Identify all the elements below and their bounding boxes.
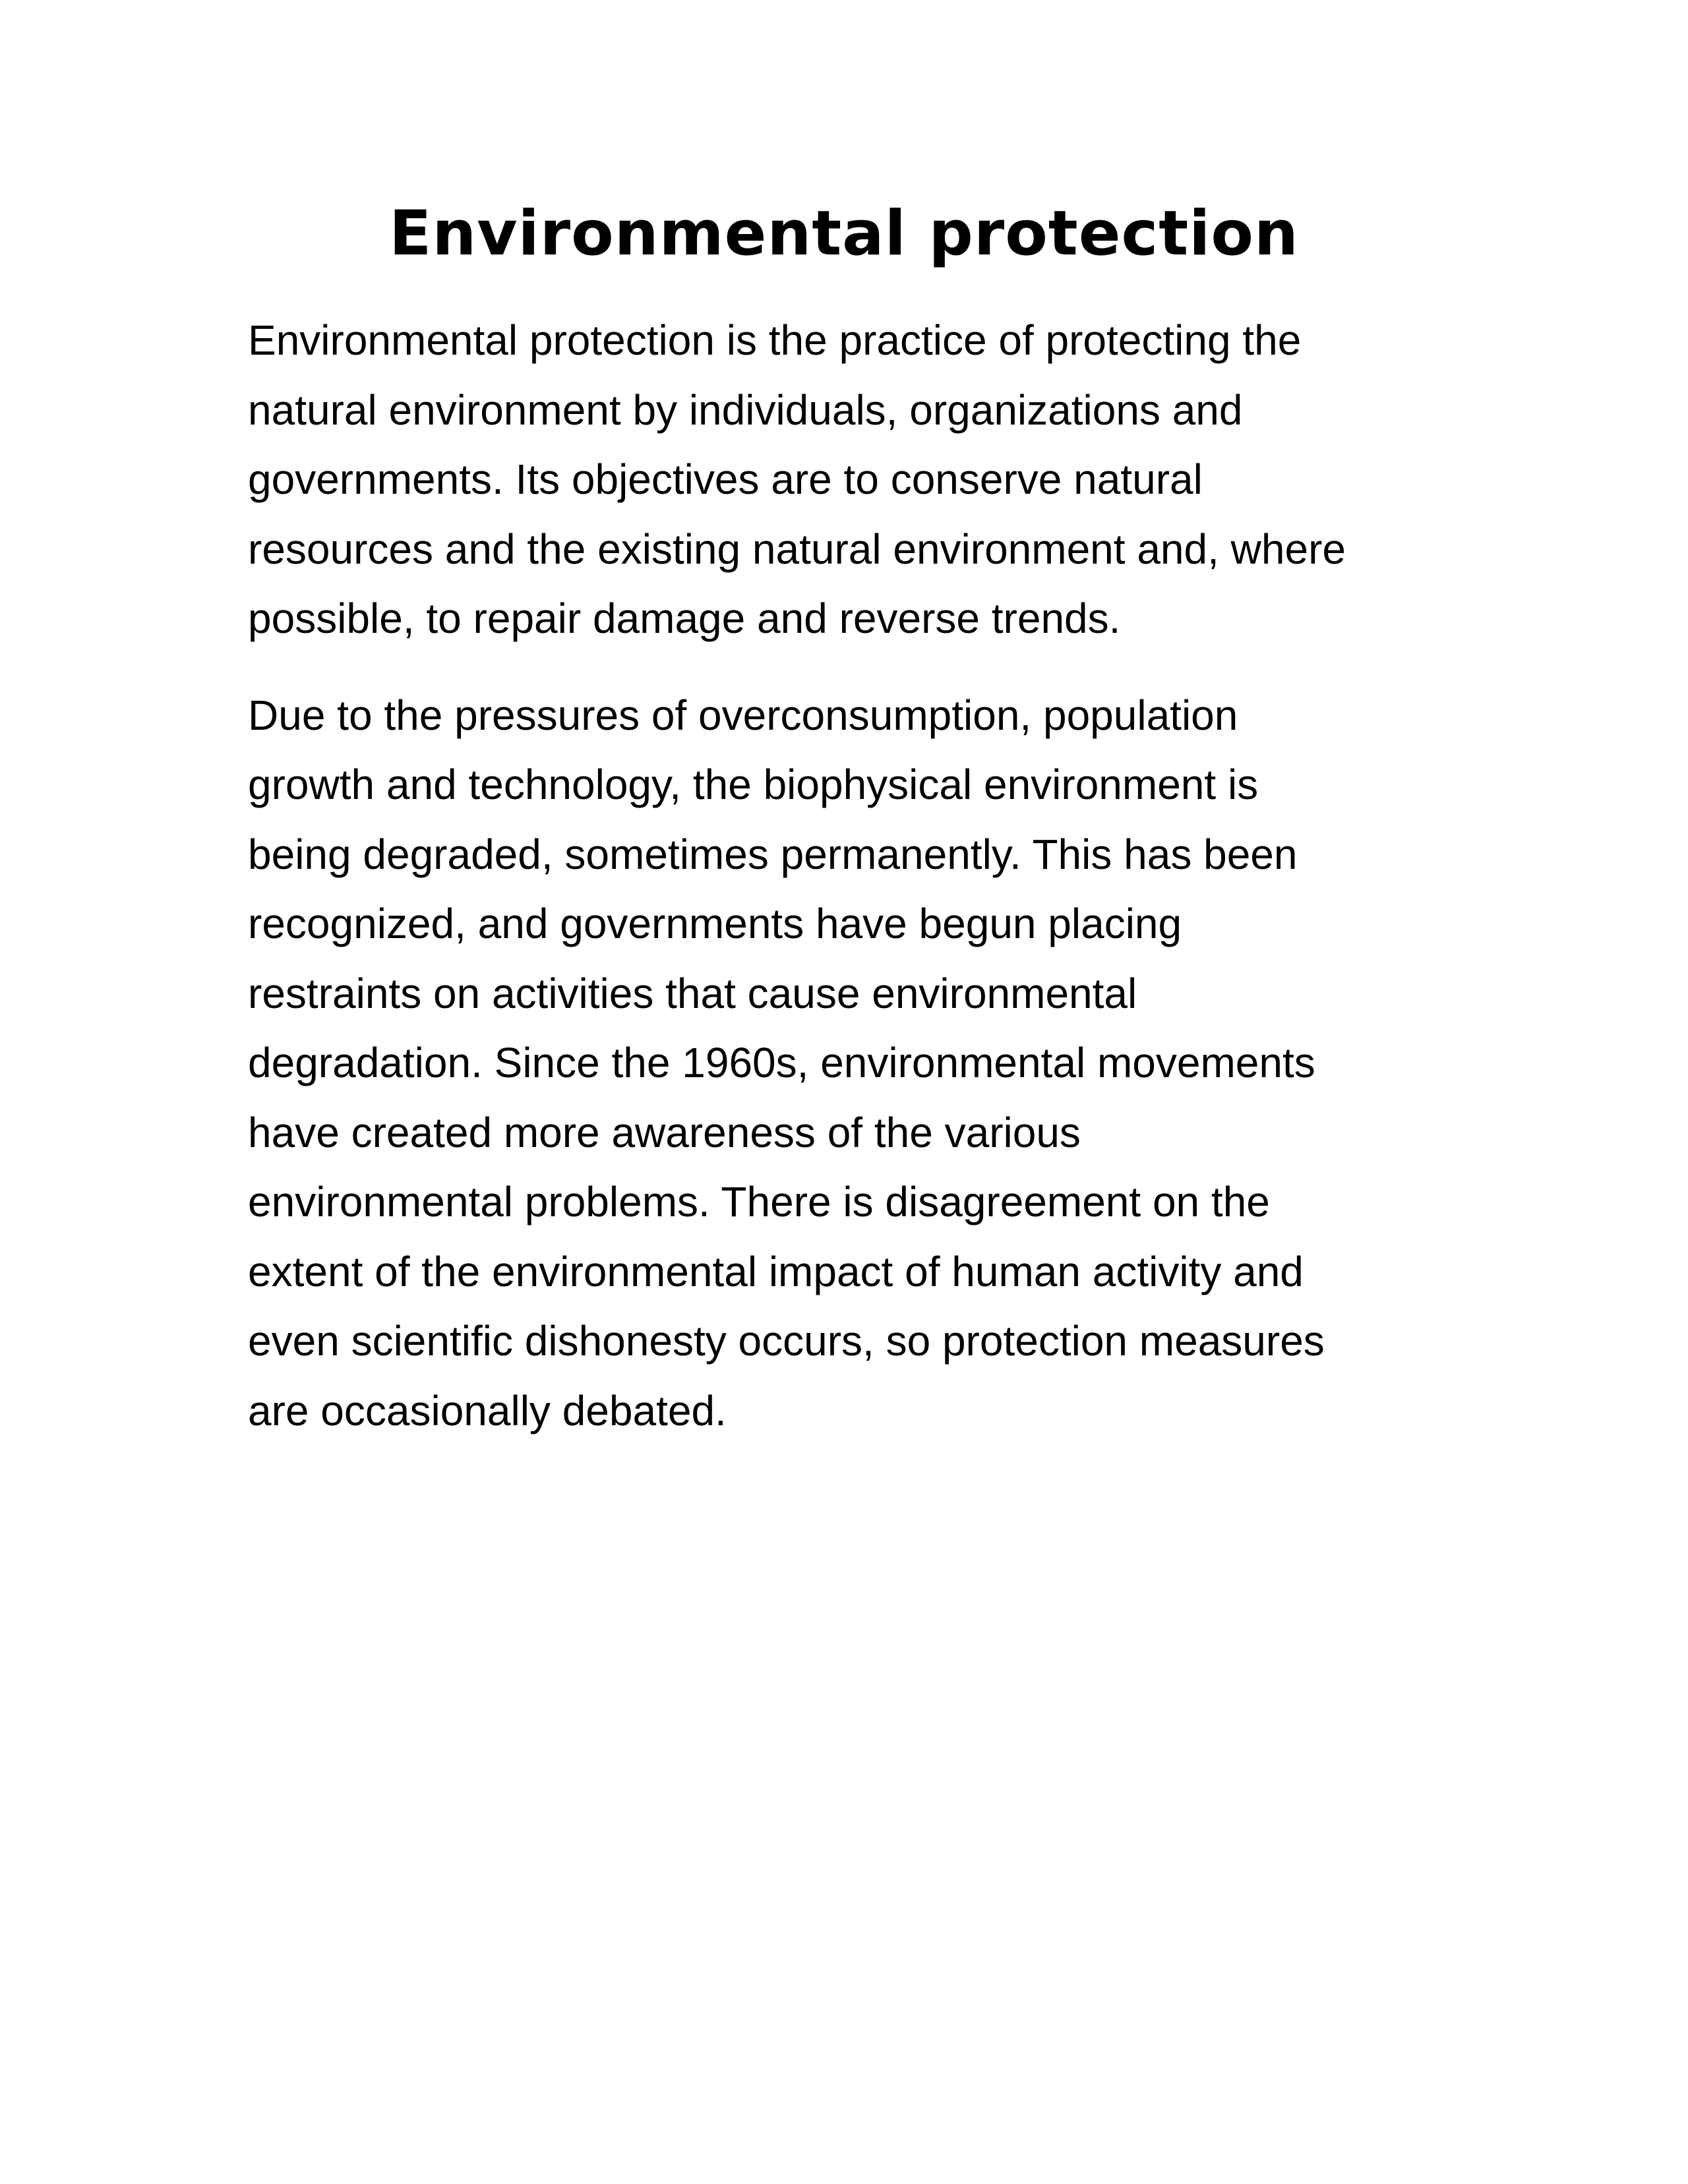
paragraph-line: degradation. Since the 1960s, environmental movements [248,1039,1315,1086]
paragraph-line: governments. Its objectives are to conserve natural [248,456,1203,503]
paragraph-line: possible, to repair damage and reverse trends. [248,595,1121,642]
paragraph-line: are occasionally debated. [248,1386,727,1434]
document-title: Environmental protection [389,198,1299,270]
paragraph-line: Environmental protection is the practice of protecting the [248,316,1302,364]
document-body [248,306,1455,1473]
paragraph-2 [248,681,1455,1446]
paragraph-line: Due to the pressures of overconsumption, population [248,691,1238,739]
paragraph-line: growth and technology, the biophysical environment is [248,761,1259,808]
paragraph-line: extent of the environmental impact of human activity and [248,1247,1304,1295]
paragraph-line: recognized, and governments have begun placing [248,900,1182,947]
paragraph-line: natural environment by individuals, organizations and [248,386,1243,434]
paragraph-line: restraints on activities that cause environmental [248,969,1137,1017]
paragraph-1 [248,306,1455,654]
paragraph-line: resources and the existing natural environment and, where [248,525,1346,573]
paragraph-line: even scientific dishonesty occurs, so protection measures [248,1317,1325,1365]
paragraph-line: being degraded, sometimes permanently. This has been [248,830,1298,878]
paragraph-line: have created more awareness of the various [248,1108,1081,1156]
paragraph-line: environmental problems. There is disagreement on the [248,1178,1270,1225]
